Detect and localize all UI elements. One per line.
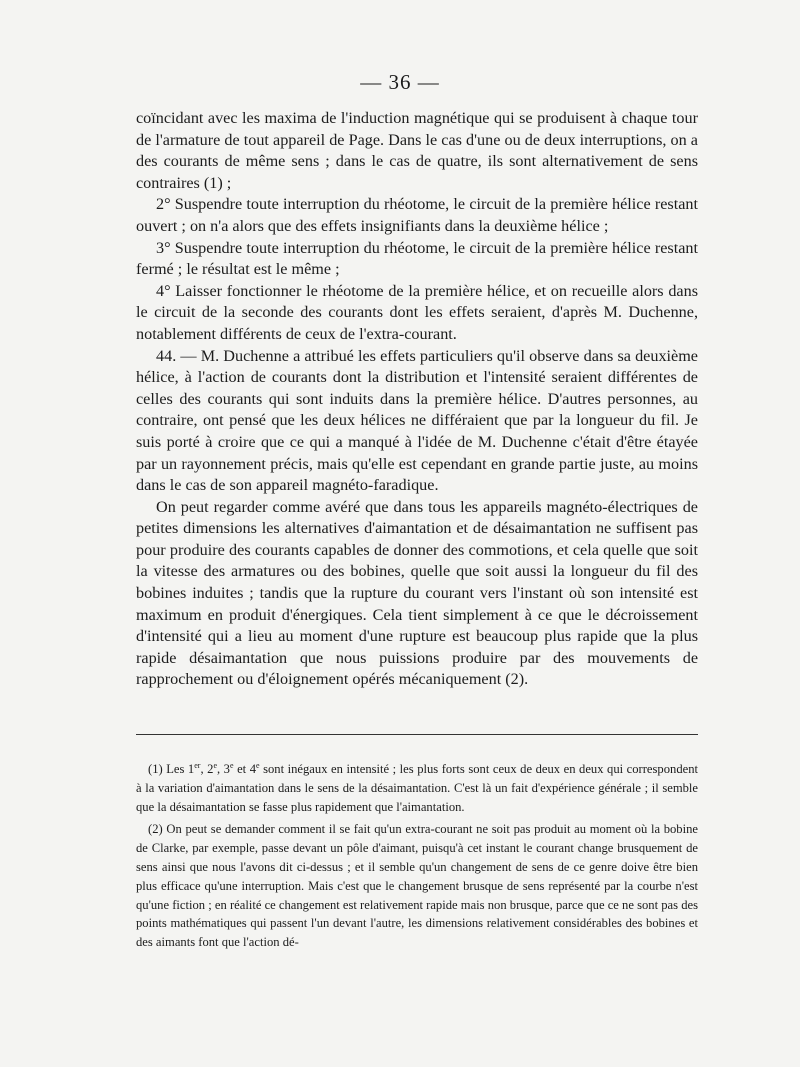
paragraph-item-3: 3° Suspendre toute interruption du rhéotome, le circuit de la première hélice restant fermé ; le résultat est le même ; <box>136 238 698 279</box>
footnote-1-sup-3: e <box>229 760 234 770</box>
page-number: — 36 — <box>360 70 440 94</box>
footnote-divider <box>136 734 698 735</box>
paragraph-item-4: 4° Laisser fonctionner le rhéotome de la première hélice, et on recueille alors dans le circuit de la seconde des courants dont les effets seraient, d'après M. Duchenne, notablement différents de ceux de l'extra-courant. <box>136 281 698 343</box>
paragraph-conclusion: On peut regarder comme avéré que dans tous les appareils magnéto-électriques de petites dimensions les alternatives d'aimantation et de désaimantation ne suffisent pas pour produire des courants capables de donner des commotions, et cela quelle que soit la vitesse des armatures ou des bobines, quelle que soit aussi la longueur du fil des bobines induites ; tandis que la rupture du courant vers l'instant où son intensité est maximum en produit d'énergiques. Cela tient simplement à ce que le décroissement d'intensité qui a lieu au moment d'une rupture est beaucoup plus rapide que la plus rapide désaimantation que nous puissions produire par des mouvements de rapprochement ou d'éloignement opérés mécaniquement (2). <box>136 497 698 689</box>
footnote-1-part-a: (1) Les 1 <box>148 762 195 776</box>
footnote-1-sup-2: e <box>213 760 217 770</box>
footnote-1-part-b: , 2 <box>200 762 214 776</box>
footnote-1-part-c: , 3 <box>217 762 230 776</box>
main-text <box>136 108 698 691</box>
footnote-1-sup-1: er <box>194 760 201 770</box>
footnote-1-part-e: sont inégaux en intensité ; les plus forts sont ceux de deux en deux qui correspondent à la variation d'aimantation dans le sens de la désaimantation. C'est là un fait d'expérience générale ; il semble que la désaimantation se fasse plus rapidement que l'aimantation. <box>136 762 698 814</box>
footnotes <box>136 760 698 956</box>
footnote-1 <box>136 760 698 816</box>
footnote-1-part-d: et 4 <box>233 762 256 776</box>
paragraph-section-44: 44. — M. Duchenne a attribué les effets particuliers qu'il observe dans sa deuxième hélice, à l'action de courants dont la distribution et l'intensité seraient différentes de celles des courants qui sont induits dans la première hélice. D'autres personnes, au contraire, ont pensé que les deux hélices ne différaient que par la longueur du fil. Je suis porté à croire que ce qui a manqué à l'idée de M. Duchenne c'était d'être étayée par un rayonnement précis, mais qu'elle est cependant en grande partie juste, au moins dans le cas de son appareil magnéto-faradique. <box>136 346 698 495</box>
paragraph-item-2: 2° Suspendre toute interruption du rhéotome, le circuit de la première hélice restant ouvert ; on n'a alors que des effets insignifiants dans la deuxième hélice ; <box>136 195 698 235</box>
paragraph-continuation: coïncidant avec les maxima de l'induction magnétique qui se produisent à chaque tour de l'armature de tout appareil de Page. Dans le cas d'une ou de deux interruptions, on a des courants de même sens ; dans le cas de quatre, ils sont alternativement de sens contraires (1) ; <box>136 109 698 192</box>
footnote-2: (2) On peut se demander comment il se fait qu'un extra-courant ne soit pas produit au moment où la bobine de Clarke, par exemple, passe devant un pôle d'aimant, puisqu'à cet instant le courant change brusquement de sens ainsi que nous l'avons dit ci-dessus ; et il semble qu'un changement de sens de ce genre doive être bien plus efficace qu'une interruption. Mais c'est que le changement brusque de sens représenté par la courbe n'est qu'une fiction ; en réalité ce changement est relativement rapide mais non brusque, parce que ce ne sont pas des points mathématiques qui passent l'un devant l'autre, les dimensions relativement considérables des bobines et des aimants font que l'action dé- <box>136 822 698 950</box>
footnote-1-sup-4: e <box>256 760 260 770</box>
